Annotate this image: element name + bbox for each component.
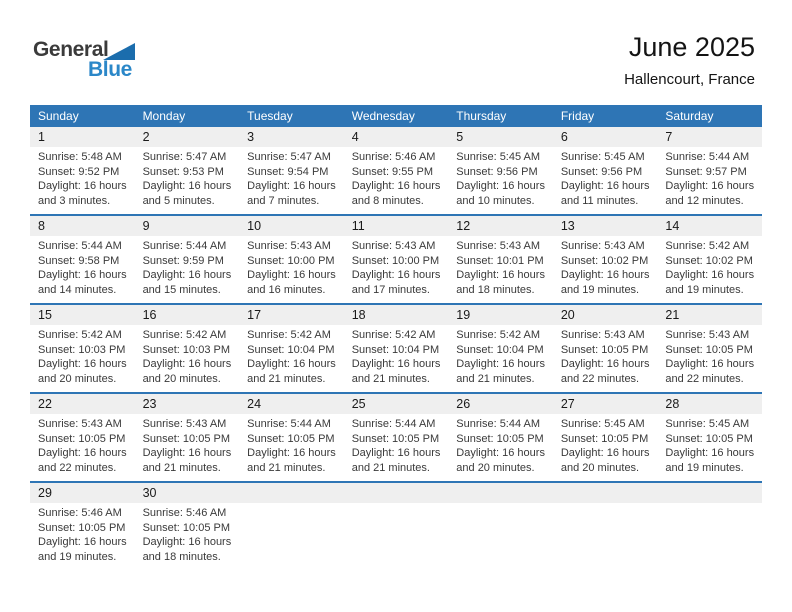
daylight-text: and 20 minutes. xyxy=(560,461,640,474)
daylight-text: Daylight: 16 hours xyxy=(247,447,336,460)
daylight-text: and 19 minutes. xyxy=(560,283,640,296)
daylight-text: Daylight: 16 hours xyxy=(560,447,650,460)
sunset-text: Sunset: 9:58 PM xyxy=(38,254,120,267)
day-cell-details xyxy=(553,147,658,214)
sunrise-text: Sunrise: 5:45 AM xyxy=(560,418,645,430)
day-number-band xyxy=(30,394,762,414)
day-number: 14 xyxy=(665,219,680,233)
sunset-text: Sunset: 10:04 PM xyxy=(351,343,440,356)
day-number: 10 xyxy=(247,219,262,233)
day-number: 8 xyxy=(38,219,45,233)
daylight-text: Daylight: 16 hours xyxy=(142,180,232,193)
day-cell-details xyxy=(344,236,449,303)
daylight-text: Daylight: 16 hours xyxy=(142,269,232,282)
sunrise-text: Sunrise: 5:42 AM xyxy=(351,329,436,341)
day-number-band xyxy=(30,483,762,503)
daylight-text: and 21 minutes. xyxy=(247,372,326,385)
sunset-text: Sunset: 10:05 PM xyxy=(38,521,126,534)
daylight-text: Daylight: 16 hours xyxy=(38,358,127,371)
day-cell-details xyxy=(448,414,553,481)
sunset-text: Sunset: 10:05 PM xyxy=(456,432,544,445)
sunrise-text: Sunrise: 5:43 AM xyxy=(560,240,645,252)
daylight-text: Daylight: 16 hours xyxy=(247,180,336,193)
daylight-text: and 10 minutes. xyxy=(456,194,535,207)
day-cell-details xyxy=(448,147,553,214)
weekday-header-cell: Friday xyxy=(560,109,595,123)
day-number: 11 xyxy=(351,219,365,233)
daylight-text: and 22 minutes. xyxy=(38,461,117,474)
daylight-text: and 21 minutes. xyxy=(247,461,326,474)
day-cell-details xyxy=(239,147,344,214)
logo-text-blue: Blue xyxy=(88,58,132,81)
daylight-text: Daylight: 16 hours xyxy=(456,358,545,371)
empty-day-number xyxy=(553,483,658,503)
empty-day-cell xyxy=(344,503,449,570)
calendar-table xyxy=(30,105,762,570)
sunset-text: Sunset: 10:04 PM xyxy=(456,343,544,356)
general-blue-logo xyxy=(33,38,163,86)
day-number: 9 xyxy=(142,219,150,233)
sunset-text: Sunset: 10:03 PM xyxy=(38,343,126,356)
daylight-text: Daylight: 16 hours xyxy=(142,536,232,549)
day-number: 13 xyxy=(560,219,575,233)
sunset-text: Sunset: 10:00 PM xyxy=(351,254,440,267)
day-cell-details xyxy=(135,325,240,392)
sunset-text: Sunset: 10:05 PM xyxy=(38,432,126,445)
daylight-text: and 11 minutes. xyxy=(560,194,639,207)
day-number: 27 xyxy=(560,397,575,411)
weekday-header-cell: Sunday xyxy=(38,109,79,123)
day-number-band xyxy=(30,305,762,325)
daylight-text: and 19 minutes. xyxy=(665,283,744,296)
logo-text-general: General xyxy=(33,38,109,61)
daylight-text: Daylight: 16 hours xyxy=(247,269,336,282)
day-number: 16 xyxy=(142,308,157,322)
day-cell-details xyxy=(30,236,135,303)
sunrise-text: Sunrise: 5:44 AM xyxy=(456,418,541,430)
daylight-text: and 3 minutes. xyxy=(38,194,111,207)
daylight-text: Daylight: 16 hours xyxy=(142,447,232,460)
sunrise-text: Sunrise: 5:43 AM xyxy=(456,240,541,252)
day-number: 6 xyxy=(560,130,568,144)
day-details-band xyxy=(30,503,762,570)
sunrise-text: Sunrise: 5:44 AM xyxy=(351,418,436,430)
daylight-text: and 20 minutes. xyxy=(38,372,117,385)
day-cell-details xyxy=(135,503,240,570)
day-cell-details xyxy=(135,414,240,481)
sunset-text: Sunset: 10:05 PM xyxy=(560,432,649,445)
daylight-text: Daylight: 16 hours xyxy=(351,180,441,193)
sunrise-text: Sunrise: 5:43 AM xyxy=(247,240,331,252)
weekday-header-cell: Thursday xyxy=(456,109,507,123)
daylight-text: and 5 minutes. xyxy=(142,194,215,207)
daylight-text: Daylight: 16 hours xyxy=(351,447,441,460)
day-number: 30 xyxy=(142,486,157,500)
daylight-text: and 20 minutes. xyxy=(456,461,535,474)
day-number: 29 xyxy=(38,486,52,500)
daylight-text: and 22 minutes. xyxy=(560,372,640,385)
day-cell-details xyxy=(239,325,344,392)
day-number: 4 xyxy=(351,130,359,144)
empty-day-number xyxy=(448,483,553,503)
daylight-text: Daylight: 16 hours xyxy=(560,358,650,371)
sunset-text: Sunset: 10:02 PM xyxy=(665,254,753,267)
week-row xyxy=(30,303,762,392)
sunset-text: Sunset: 10:00 PM xyxy=(247,254,335,267)
empty-day-cell xyxy=(448,503,553,570)
daylight-text: and 18 minutes. xyxy=(456,283,535,296)
sunrise-text: Sunrise: 5:44 AM xyxy=(665,151,750,163)
day-cell-details xyxy=(657,236,762,303)
sunrise-text: Sunrise: 5:46 AM xyxy=(38,507,122,519)
daylight-text: and 21 minutes. xyxy=(142,461,221,474)
month-title: June 2025 xyxy=(628,32,755,62)
daylight-text: Daylight: 16 hours xyxy=(456,447,545,460)
daylight-text: and 19 minutes. xyxy=(665,461,744,474)
daylight-text: and 22 minutes. xyxy=(665,372,744,385)
daylight-text: and 14 minutes. xyxy=(38,283,117,296)
daylight-text: Daylight: 16 hours xyxy=(665,180,755,193)
daylight-text: Daylight: 16 hours xyxy=(142,358,232,371)
day-number: 24 xyxy=(247,397,262,411)
sunset-text: Sunset: 10:05 PM xyxy=(351,432,440,445)
weekday-header-cell: Tuesday xyxy=(247,109,293,123)
sunset-text: Sunset: 9:57 PM xyxy=(665,165,747,178)
day-cell-details xyxy=(30,503,135,570)
day-cell-details xyxy=(448,236,553,303)
sunrise-text: Sunrise: 5:43 AM xyxy=(351,240,436,252)
daylight-text: and 19 minutes. xyxy=(38,550,117,563)
day-number: 5 xyxy=(456,130,464,144)
sunset-text: Sunset: 10:05 PM xyxy=(665,343,753,356)
week-row xyxy=(30,214,762,303)
daylight-text: Daylight: 16 hours xyxy=(456,269,545,282)
day-cell-details xyxy=(448,325,553,392)
daylight-text: Daylight: 16 hours xyxy=(38,447,127,460)
sunrise-text: Sunrise: 5:48 AM xyxy=(38,151,122,163)
day-cell-details xyxy=(30,147,135,214)
day-number: 17 xyxy=(247,308,262,322)
sunset-text: Sunset: 9:56 PM xyxy=(456,165,538,178)
sunset-text: Sunset: 10:05 PM xyxy=(142,521,231,534)
day-number: 23 xyxy=(142,397,157,411)
daylight-text: Daylight: 16 hours xyxy=(351,269,441,282)
day-cell-details xyxy=(135,236,240,303)
day-details-band xyxy=(30,236,762,303)
weekday-header-cell: Monday xyxy=(142,109,186,123)
sunrise-text: Sunrise: 5:43 AM xyxy=(142,418,227,430)
sunrise-text: Sunrise: 5:44 AM xyxy=(247,418,331,430)
day-number: 12 xyxy=(456,219,471,233)
sunrise-text: Sunrise: 5:45 AM xyxy=(560,151,645,163)
day-cell-details xyxy=(553,236,658,303)
sunset-text: Sunset: 10:04 PM xyxy=(247,343,335,356)
sunrise-text: Sunrise: 5:47 AM xyxy=(247,151,331,163)
daylight-text: Daylight: 16 hours xyxy=(665,447,755,460)
daylight-text: Daylight: 16 hours xyxy=(38,269,127,282)
day-number: 18 xyxy=(351,308,366,322)
daylight-text: Daylight: 16 hours xyxy=(351,358,441,371)
sunrise-text: Sunrise: 5:44 AM xyxy=(38,240,122,252)
day-cell-details xyxy=(239,414,344,481)
sunset-text: Sunset: 9:52 PM xyxy=(38,165,120,178)
sunrise-text: Sunrise: 5:46 AM xyxy=(142,507,227,519)
sunset-text: Sunset: 10:05 PM xyxy=(142,432,231,445)
sunrise-text: Sunrise: 5:42 AM xyxy=(456,329,541,341)
daylight-text: and 21 minutes. xyxy=(456,372,535,385)
daylight-text: and 20 minutes. xyxy=(142,372,221,385)
weekday-header-cell: Wednesday xyxy=(351,109,415,123)
daylight-text: Daylight: 16 hours xyxy=(665,358,755,371)
day-number: 19 xyxy=(456,308,471,322)
daylight-text: Daylight: 16 hours xyxy=(456,180,545,193)
day-cell-details xyxy=(553,414,658,481)
sunrise-text: Sunrise: 5:44 AM xyxy=(142,240,227,252)
day-details-band xyxy=(30,325,762,392)
day-cell-details xyxy=(30,325,135,392)
daylight-text: Daylight: 16 hours xyxy=(38,536,127,549)
sunrise-text: Sunrise: 5:45 AM xyxy=(665,418,750,430)
day-cell-details xyxy=(135,147,240,214)
daylight-text: Daylight: 16 hours xyxy=(38,180,127,193)
week-row xyxy=(30,481,762,570)
day-details-band xyxy=(30,414,762,481)
title-block xyxy=(624,33,755,88)
day-cell-details xyxy=(344,147,449,214)
day-number: 1 xyxy=(38,130,45,144)
sunset-text: Sunset: 10:03 PM xyxy=(142,343,231,356)
sunrise-text: Sunrise: 5:42 AM xyxy=(665,240,750,252)
daylight-text: and 15 minutes. xyxy=(142,283,221,296)
daylight-text: and 21 minutes. xyxy=(351,372,430,385)
day-cell-details xyxy=(344,325,449,392)
day-cell-details xyxy=(657,414,762,481)
daylight-text: and 21 minutes. xyxy=(351,461,430,474)
empty-day-cell xyxy=(239,503,344,570)
sunset-text: Sunset: 9:55 PM xyxy=(351,165,434,178)
sunset-text: Sunset: 10:02 PM xyxy=(560,254,649,267)
day-cell-details xyxy=(657,325,762,392)
week-row xyxy=(30,127,762,214)
sunrise-text: Sunrise: 5:47 AM xyxy=(142,151,227,163)
sunrise-text: Sunrise: 5:43 AM xyxy=(38,418,122,430)
sunrise-text: Sunrise: 5:42 AM xyxy=(247,329,331,341)
daylight-text: and 8 minutes. xyxy=(351,194,424,207)
day-details-band xyxy=(30,147,762,214)
sunrise-text: Sunrise: 5:43 AM xyxy=(560,329,645,341)
daylight-text: and 18 minutes. xyxy=(142,550,221,563)
day-number: 3 xyxy=(247,130,255,144)
day-number: 28 xyxy=(665,397,680,411)
empty-day-number xyxy=(239,483,344,503)
empty-day-cell xyxy=(553,503,658,570)
empty-day-number xyxy=(344,483,449,503)
daylight-text: Daylight: 16 hours xyxy=(560,180,650,193)
empty-day-number xyxy=(657,483,762,503)
day-number: 15 xyxy=(38,308,52,322)
day-cell-details xyxy=(344,414,449,481)
weekday-header-row xyxy=(30,105,762,127)
day-number-band xyxy=(30,216,762,236)
sunset-text: Sunset: 9:56 PM xyxy=(560,165,643,178)
week-row xyxy=(30,392,762,481)
daylight-text: Daylight: 16 hours xyxy=(560,269,650,282)
day-number: 20 xyxy=(560,308,575,322)
day-number: 26 xyxy=(456,397,471,411)
sunrise-text: Sunrise: 5:43 AM xyxy=(665,329,750,341)
day-number-band xyxy=(30,127,762,147)
sunset-text: Sunset: 10:05 PM xyxy=(560,343,649,356)
sunset-text: Sunset: 9:53 PM xyxy=(142,165,224,178)
daylight-text: and 16 minutes. xyxy=(247,283,326,296)
day-cell-details xyxy=(553,325,658,392)
calendar-weeks xyxy=(30,127,762,570)
sunset-text: Sunset: 9:54 PM xyxy=(247,165,329,178)
day-number: 21 xyxy=(665,308,680,322)
daylight-text: Daylight: 16 hours xyxy=(665,269,755,282)
daylight-text: and 17 minutes. xyxy=(351,283,430,296)
day-number: 25 xyxy=(351,397,366,411)
daylight-text: and 7 minutes. xyxy=(247,194,320,207)
day-cell-details xyxy=(30,414,135,481)
daylight-text: and 12 minutes. xyxy=(665,194,744,207)
day-number: 22 xyxy=(38,397,52,411)
sunset-text: Sunset: 10:05 PM xyxy=(247,432,335,445)
day-cell-details xyxy=(239,236,344,303)
day-number: 7 xyxy=(665,130,673,144)
day-cell-details xyxy=(657,147,762,214)
sunset-text: Sunset: 10:01 PM xyxy=(456,254,544,267)
location-subtitle: Hallencourt, France xyxy=(624,70,755,88)
daylight-text: Daylight: 16 hours xyxy=(247,358,336,371)
sunrise-text: Sunrise: 5:46 AM xyxy=(351,151,436,163)
weekday-header-cell: Saturday xyxy=(665,109,714,123)
day-number: 2 xyxy=(142,130,150,144)
sunrise-text: Sunrise: 5:42 AM xyxy=(38,329,122,341)
sunset-text: Sunset: 9:59 PM xyxy=(142,254,224,267)
sunset-text: Sunset: 10:05 PM xyxy=(665,432,753,445)
empty-day-cell xyxy=(657,503,762,570)
sunrise-text: Sunrise: 5:45 AM xyxy=(456,151,541,163)
sunrise-text: Sunrise: 5:42 AM xyxy=(142,329,227,341)
